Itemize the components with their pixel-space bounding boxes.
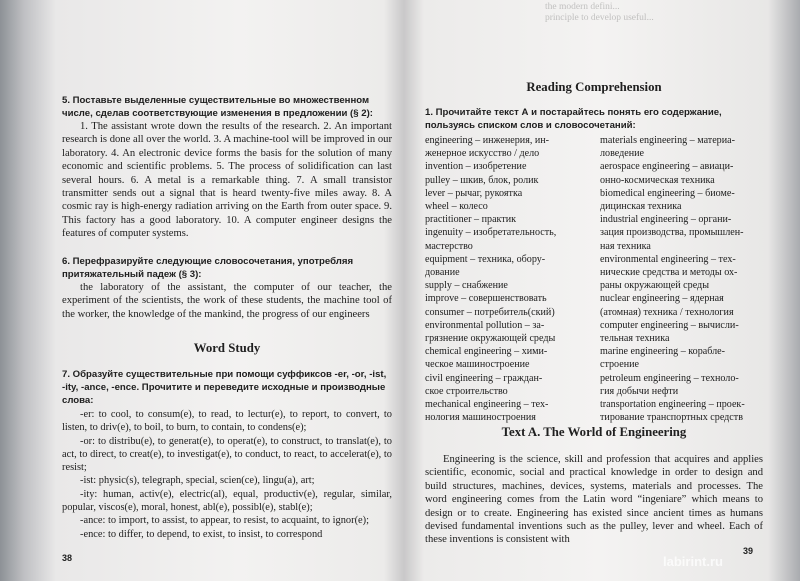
vocab-entry: wheel – колесо <box>425 201 488 213</box>
vocab-entry: pulley – шкив, блок, ролик <box>425 174 539 186</box>
vocab-entry: нология машиностроения <box>425 412 536 424</box>
vocab-entry: мастерство <box>425 240 473 252</box>
suffix-ity: -ity: human, activ(e), electric(al), equal, productiv(e), regular, similar, popular, viscos(e), moral, honest, abl(e), possibl(e), stabl(e); <box>62 488 392 514</box>
vocab-entry: дицинская техника <box>600 201 682 213</box>
vocab-entry: engineering – инженерия, ин- <box>425 135 550 146</box>
vocab-entry: petroleum engineering – техноло- <box>600 372 739 384</box>
vocab-entry: nuclear engineering – ядерная <box>600 293 724 305</box>
vocab-entry: гия добычи нефти <box>600 385 679 397</box>
vocab-entry: aerospace engineering – авиаци- <box>600 161 734 173</box>
vocab-entry: biomedical engineering – биоме- <box>600 187 735 199</box>
vocab-entry: practitioner – практик <box>425 214 517 226</box>
vocab-entry: раны окружающей среды <box>600 280 709 292</box>
vocab-entry: chemical engineering – хими- <box>425 346 548 358</box>
vocab-entry: ское строительство <box>425 385 508 397</box>
vocab-entry: environmental engineering – тех- <box>600 253 736 265</box>
vocab-entry: тирование транспортных средств <box>600 412 743 424</box>
suffix-er: -er: to cool, to consum(e), to read, to lectur(e), to report, to convert, to listen, to driv(e), to boil, to burn, to contain, to condens(e); <box>62 409 392 434</box>
suffix-ist: -ist: physic(s), telegraph, special, scien(ce), lingu(a), art; <box>80 475 315 487</box>
vocab-entry: improve – совершенствовать <box>425 293 547 305</box>
task-6-heading: 6. Перефразируйте следующие словосочетания, употребляя притяжательный падеж (§ 3): <box>62 256 354 280</box>
word-study-heading: Word Study <box>193 341 261 355</box>
vocab-entry: зация производства, промышлен- <box>600 227 744 239</box>
vocab-entry: lever – рычаг, рукоятка <box>425 187 523 199</box>
task-7-heading: 7. Образуйте существительные при помощи суффиксов -er, -or, -ist, -ity, -ance, -ence. Прочитите и переведите исходные и производные слова: <box>62 369 387 406</box>
page-number-right: 39 <box>743 546 754 556</box>
suffix-ence: -ence: to differ, to depend, to exist, to insist, to correspond <box>80 528 323 540</box>
bleed-line: principle to develop useful... <box>545 13 654 23</box>
vocab-entry: нические средства и методы ох- <box>600 267 738 279</box>
vocab-entry: environmental pollution – за- <box>425 319 545 331</box>
vocab-entry: consumer – потребитель(ский) <box>425 306 555 318</box>
vocab-column-left <box>425 134 593 424</box>
vocab-entry: industrial engineering – органи- <box>600 214 732 226</box>
vocab-entry: civil engineering – граждан- <box>425 372 543 384</box>
vocab-entry: transportation engineering – проек- <box>600 399 745 411</box>
vocab-entry: тельная техника <box>600 333 670 345</box>
watermark: labirint.ru <box>663 554 723 569</box>
vocab-column-right <box>600 134 763 424</box>
vocab-entry: женерное искусство / дело <box>425 148 540 160</box>
task-5-text: 1. The assistant wrote down the results of the research. 2. An important research is done all over the world. 3. A machine-tool will be improved in our laboratory. 4. An electronic device forms the basis for the solution of many economic and scientific problems. 5. The process of solidification can last several hours. 6. A metal is a remarkable thing. 7. A small transistor transmitter sends out a signal that is heard twenty-five miles away. 8. A cosmic ray is high-energy radiation arriving on the Earth from outer space. 9. This factory has a good laboratory. 10. A computer engineer designs the features of computer systems. <box>62 121 392 240</box>
vocab-entry: computer engineering – вычисли- <box>600 319 739 331</box>
vocab-entry: invention – изобретение <box>425 161 527 173</box>
vocab-entry: marine engineering – корабле- <box>600 346 726 358</box>
suffix-or: -or: to distribu(e), to generat(e), to operat(e), to construct, to translat(e), to act, to direct, to creat(e), to investigat(e), to conduct, to react, to accelerat(e), to resist; <box>62 435 392 474</box>
left-page <box>62 0 392 581</box>
task-1-heading: 1. Прочитайте текст А и постарайтесь понять его содержание, пользуясь списком слов и словосочетаний: <box>425 107 722 131</box>
vocab-entry: (атомная) техника / технология <box>600 306 734 318</box>
vocab-entry: дование <box>425 267 460 279</box>
vocab-entry: materials engineering – материа- <box>600 135 735 146</box>
vocab-entry: ловедение <box>600 148 645 160</box>
vocab-entry: ная техника <box>600 240 651 252</box>
vocab-entry: supply – снабжение <box>425 280 508 292</box>
task-6-text: the laboratory of the assistant, the computer of our teacher, the experiment of the scientists, the work of these students, the machine tool of the worker, the knowledge of the mankind, the progress of our engineers <box>62 282 392 320</box>
vocab-entry: equipment – техника, обору- <box>425 253 546 265</box>
text-a-body: Engineering is the science, skill and profession that acquires and applies scientific, economic, social and practical knowledge in order to design and build structures, machines, devices, systems, materials and processes. The word engineering comes from the Latin word “ingeniare” which means to design or to create. Engineering has existed since ancient times as humans devised fundamental inventions such as the pulley, lever and wheel. Each of these inventions is consistent with <box>425 454 763 546</box>
right-page <box>425 0 763 581</box>
page-number-left: 38 <box>62 553 73 563</box>
vocab-entry: ческое машиностроение <box>425 359 530 371</box>
vocab-entry: ingenuity – изобретательность, <box>425 227 557 239</box>
vocab-entry: строение <box>600 359 639 371</box>
reading-comprehension-heading: Reading Comprehension <box>526 80 662 94</box>
text-a-heading: Text A. The World of Engineering <box>501 425 687 439</box>
vocab-entry: mechanical engineering – тех- <box>425 399 549 411</box>
task-5-heading: 5. Поставьте выделенные существительные во множественном числе, сделав соответствующие изменения в предложении (§ 2): <box>62 95 373 119</box>
vocab-entry: грязнение окружающей среды <box>425 333 556 345</box>
bleed-line: the modern defini... <box>545 2 620 12</box>
suffix-ance: -ance: to import, to assist, to appear, to resist, to acquaint, to ignor(e); <box>80 515 370 527</box>
suffix-list <box>62 408 392 541</box>
vocab-entry: онно-космическая техника <box>600 174 715 186</box>
